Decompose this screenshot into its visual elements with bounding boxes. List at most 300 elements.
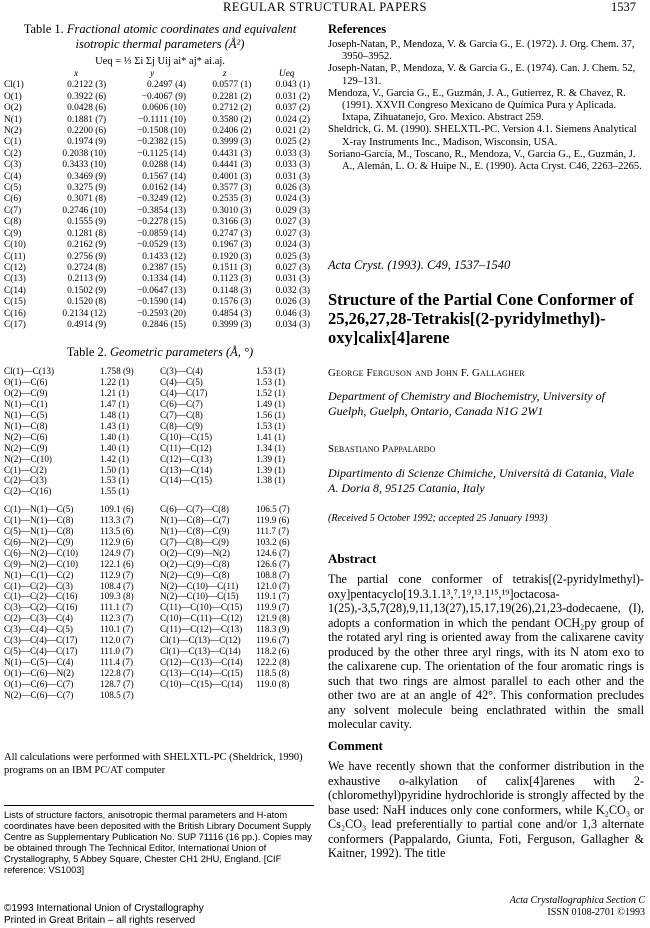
geometry-label: C(1)—C(2) — [4, 464, 47, 475]
geometry-value: 1.39 (1) — [256, 464, 286, 475]
geometry-label: N(2)—C(10)—C(15) — [160, 591, 239, 602]
table-cell: 0.032 (3) — [275, 285, 310, 296]
table-cell: 0.2162 (9) — [67, 240, 107, 251]
geometry-label: N(1)—C(1) — [4, 399, 48, 410]
table-cell: 0.2747 (3) — [212, 228, 252, 239]
table-cell: −0.2382 (15) — [136, 137, 187, 148]
geometry-value: 108.5 (7) — [100, 689, 134, 700]
table-row — [4, 613, 316, 624]
atom-label: C(9) — [4, 228, 22, 239]
table-cell: 0.027 (3) — [275, 217, 310, 228]
table-cell: 0.3999 (3) — [212, 137, 252, 148]
table-cell: −0.3249 (12) — [136, 194, 187, 205]
table1-header-row — [4, 69, 316, 80]
table-row — [4, 548, 316, 559]
geometry-label: C(11)—C(10)—C(15) — [160, 602, 243, 613]
table-cell: 0.031 (3) — [275, 171, 310, 182]
table1-label: Table 1. — [23, 22, 64, 36]
geometry-label: C(2)—C(3)—C(4) — [4, 613, 73, 624]
geometry-value: 118.5 (8) — [256, 667, 290, 678]
geometry-value: 112.9 (7) — [100, 569, 134, 580]
table-cell: 0.2756 (9) — [67, 251, 107, 262]
table-cell: 0.026 (3) — [275, 297, 310, 308]
geometry-label: C(10)—C(15)—C(14) — [160, 678, 243, 689]
atom-label: C(1) — [4, 137, 22, 148]
geometry-label: C(10)—C(15) — [160, 431, 213, 442]
table-cell: 0.4914 (9) — [67, 319, 107, 330]
table-cell: 0.4001 (3) — [212, 171, 252, 182]
atom-label: C(6) — [4, 194, 22, 205]
table-cell: 0.034 (3) — [275, 319, 310, 330]
geometry-value: 1.53 (1) — [256, 366, 286, 377]
geometry-label: C(2)—C(3) — [4, 475, 47, 486]
geometry-label: C(3)—C(4) — [160, 366, 203, 377]
table-cell: 0.024 (2) — [275, 114, 310, 125]
references-heading: References — [328, 22, 387, 36]
geometry-value: 106.5 (7) — [256, 504, 290, 515]
table-row — [4, 679, 316, 690]
table-cell: 0.4854 (3) — [212, 308, 252, 319]
geometry-label: C(7)—C(8)—C(9) — [160, 536, 229, 547]
table2-caption — [4, 345, 316, 360]
table-cell: 0.046 (3) — [275, 308, 310, 319]
geometry-label: C(7)—C(8) — [160, 409, 203, 420]
table-row — [4, 160, 316, 171]
table-cell: 0.3469 (9) — [67, 171, 107, 182]
geometry-label: C(5)—C(4)—C(17) — [4, 646, 78, 656]
table-cell: 0.0288 (14) — [142, 160, 187, 171]
table-row — [4, 559, 316, 570]
geometry-value: 122.2 (8) — [256, 656, 290, 667]
geometry-label: N(2)—C(6)—C(7) — [4, 689, 74, 700]
table-row — [4, 410, 316, 421]
geometry-label: Cl(1)—C(13) — [4, 366, 55, 377]
ueq-formula: Ueq = ⅓ Σi Σj Uij ai* aj* ai.aj. — [95, 56, 225, 67]
table-cell: 0.0162 (14) — [142, 183, 187, 194]
geometry-value: 103.2 (6) — [256, 536, 290, 547]
atom-label: C(3) — [4, 160, 22, 171]
table-cell: 0.037 (2) — [275, 103, 310, 114]
table-row — [4, 286, 316, 297]
table-row — [4, 263, 316, 274]
geometry-label: C(3)—C(4)—C(17) — [4, 635, 78, 646]
geometry-value: 1.22 (1) — [100, 377, 130, 388]
geometry-label: O(2)—C(9)—N(2) — [160, 547, 230, 558]
geometry-label: C(4)—C(5) — [160, 377, 203, 388]
abstract-heading: Abstract — [328, 551, 377, 566]
table-row — [4, 366, 316, 377]
geometry-label: C(5)—N(1)—C(8) — [4, 526, 74, 537]
table1-header-cell — [4, 69, 40, 80]
geometry-label: C(3)—C(2)—C(16) — [4, 602, 78, 613]
table-cell: 0.026 (3) — [275, 183, 310, 194]
table-cell: 0.1974 (9) — [67, 137, 107, 148]
table-row — [4, 309, 316, 320]
table-cell: 0.031 (2) — [275, 91, 310, 102]
atom-label: C(5) — [4, 183, 22, 194]
geometry-value: 119.6 (7) — [256, 635, 290, 646]
table-row — [4, 320, 316, 331]
table-row — [4, 252, 316, 263]
geometry-label: C(1)—N(1)—C(8) — [4, 515, 74, 526]
geometry-value: 1.39 (1) — [256, 453, 286, 464]
comment-heading: Comment — [328, 738, 383, 753]
table-cell: 0.2281 (2) — [212, 91, 252, 102]
geometry-label: Cl(1)—C(13)—C(12) — [160, 635, 241, 646]
table-row — [4, 240, 316, 251]
running-head-title: REGULAR STRUCTURAL PAPERS — [223, 0, 427, 14]
geometry-label: O(2)—C(9) — [4, 388, 48, 399]
geometry-label: O(1)—C(6)—N(2) — [4, 667, 74, 678]
table-row — [4, 635, 316, 646]
geometry-value: 1.40 (1) — [100, 431, 130, 442]
atom-label: N(2) — [4, 126, 22, 137]
table-row — [4, 92, 316, 103]
table1-header-cell: Ueq — [278, 69, 295, 79]
table-row — [4, 454, 316, 465]
atom-label: C(4) — [4, 171, 22, 182]
table-cell: 0.0428 (6) — [67, 103, 107, 114]
geometry-value: 113.5 (6) — [100, 526, 134, 537]
table-row — [4, 668, 316, 679]
table-cell: 0.033 (3) — [275, 148, 310, 159]
copyright — [4, 903, 204, 927]
table2-geometric-parameters — [4, 366, 316, 700]
table-cell: 0.1502 (9) — [67, 285, 107, 296]
geometry-value: 1.55 (1) — [100, 486, 130, 497]
table-cell: −0.2593 (20) — [136, 308, 187, 319]
authors-line: George Ferguson and John F. Gallagher — [328, 367, 525, 379]
table-cell: −0.3854 (13) — [136, 205, 187, 216]
geometry-value: 118.3 (9) — [256, 624, 290, 635]
geometry-value: 122.8 (7) — [100, 667, 134, 678]
table-row — [4, 570, 316, 581]
references-list — [328, 39, 644, 173]
geometry-label: C(14)—C(15) — [160, 475, 213, 486]
table-cell: 0.027 (3) — [275, 262, 310, 273]
table-row — [4, 421, 316, 432]
table-cell: 0.3580 (2) — [212, 114, 252, 125]
geometry-label: N(1)—C(8)—C(7) — [160, 515, 230, 526]
author-pappalardo: Sebastiano Pappalardo — [328, 443, 436, 455]
table-row — [4, 690, 316, 701]
table-row — [4, 475, 316, 486]
table-row — [4, 486, 316, 497]
table-cell: 0.1881 (7) — [67, 114, 107, 125]
geometry-value: 1.41 (1) — [256, 431, 286, 442]
geometry-value: 112.3 (7) — [100, 613, 134, 624]
table-cell: 0.2724 (8) — [67, 262, 107, 273]
table-cell: 0.0577 (1) — [212, 80, 252, 91]
geometry-label: N(2)—C(10)—C(11) — [160, 580, 239, 591]
table-cell: 0.1334 (14) — [142, 274, 187, 285]
table-row — [4, 126, 316, 137]
table-row — [4, 581, 316, 592]
affiliation-catania: Dipartimento di Scienze Chimiche, Università di Catania, Viale A. Doria 8, 95125 Catania, Italy — [328, 466, 635, 495]
geometry-value: 121.9 (8) — [256, 613, 290, 624]
table-cell: −0.0647 (13) — [136, 285, 187, 296]
references-section — [328, 22, 644, 173]
atom-label: C(14) — [4, 285, 26, 296]
geometry-label: N(2)—C(9)—C(8) — [160, 569, 230, 580]
geometry-label: C(12)—C(13) — [160, 453, 213, 464]
atom-label: C(10) — [4, 240, 26, 251]
geometry-label: C(6)—N(2)—C(10) — [4, 547, 78, 558]
geometry-label: O(1)—C(6) — [4, 377, 48, 388]
affiliation-guelph: Department of Chemistry and Biochemistry, University of Guelph, Guelph, Ontario, Canada N1G 2W1 — [328, 389, 605, 418]
table-row — [4, 274, 316, 285]
table2-body — [4, 366, 316, 700]
geometry-label: C(6)—N(2)—C(9) — [4, 536, 74, 547]
geometry-value: 110.1 (7) — [100, 624, 134, 635]
table-cell: 0.027 (3) — [275, 228, 310, 239]
table-cell: 0.2038 (10) — [62, 148, 107, 159]
table1-header-cell: z — [222, 69, 227, 79]
geometry-value: 126.6 (7) — [256, 558, 290, 569]
geometry-value: 111.4 (7) — [100, 656, 133, 667]
geometry-label: C(3)—C(4)—C(5) — [4, 624, 73, 635]
table-row — [4, 591, 316, 602]
geometry-value: 1.53 (1) — [256, 377, 286, 388]
atom-label: C(12) — [4, 262, 26, 273]
table-row — [4, 229, 316, 240]
geometry-value: 119.9 (6) — [256, 515, 290, 526]
table-row — [4, 624, 316, 635]
geometry-value: 1.53 (1) — [256, 420, 286, 431]
table-cell: −0.0529 (13) — [136, 240, 187, 251]
geometry-value: 1.42 (1) — [100, 453, 130, 464]
table1-caption — [4, 22, 316, 52]
table-cell: 0.2122 (3) — [67, 80, 107, 91]
table-cell: −0.1111 (10) — [138, 114, 187, 125]
table1-header-cell: y — [150, 69, 155, 79]
geometry-value: 1.47 (1) — [100, 399, 130, 410]
geometry-value — [256, 690, 316, 701]
table2-label: Table 2. — [66, 345, 107, 360]
geometry-value: 121.0 (7) — [256, 580, 290, 591]
table-cell: 0.1555 (9) — [67, 217, 107, 228]
table-row — [4, 432, 316, 443]
geometry-label: C(13)—C(14) — [160, 464, 213, 475]
table-row — [4, 217, 316, 228]
table-cell: 0.021 (2) — [275, 126, 310, 137]
table-row — [4, 504, 316, 515]
atom-label: O(2) — [4, 103, 22, 114]
geometry-value: 112.0 (7) — [100, 635, 134, 646]
geometry-value: 1.56 (1) — [256, 409, 286, 420]
table-cell: 0.1920 (3) — [212, 251, 252, 262]
geometry-label — [160, 486, 256, 497]
atom-label: O(1) — [4, 91, 22, 102]
received-dates: (Received 5 October 1992; accepted 25 January 1993) — [328, 513, 548, 524]
geometry-value: 1.43 (1) — [100, 420, 130, 431]
geometry-label — [160, 690, 256, 701]
table-cell: 0.0606 (10) — [142, 103, 187, 114]
table-cell: 0.1967 (3) — [212, 240, 252, 251]
geometry-value: 1.48 (1) — [100, 409, 130, 420]
geometry-value: 122.1 (6) — [100, 558, 134, 569]
table-cell: 0.2535 (3) — [212, 194, 252, 205]
table-row — [4, 172, 316, 183]
geometry-value: 1.52 (1) — [256, 388, 286, 399]
table-row — [4, 206, 316, 217]
table-cell: 0.1281 (8) — [67, 228, 107, 239]
atom-label: C(13) — [4, 274, 26, 285]
geometry-label: C(11)—C(12) — [160, 442, 212, 453]
atom-label: C(11) — [4, 251, 26, 262]
atom-label: C(2) — [4, 148, 22, 159]
table-cell: 0.2113 (9) — [67, 274, 107, 285]
geometry-value: 113.3 (7) — [100, 515, 134, 526]
table-cell: −0.0859 (14) — [136, 228, 187, 239]
geometry-label: N(1)—C(8) — [4, 420, 48, 431]
geometry-value: 128.7 (7) — [100, 678, 134, 689]
reference-item: Sheldrick, G. M. (1990). SHELXTL-PC. Version 4.1. Siemens Analytical X-ray Instruments Inc., Madison, Wisconsin, USA. — [328, 124, 637, 148]
table-cell: 0.025 (3) — [275, 251, 310, 262]
geometry-label: C(10)—C(11)—C(12) — [160, 613, 243, 624]
reference-item: Joseph-Natan, P., Mendoza, V. & Garcia G., E. (1974). Can. J. Chem. 52, 129–131. — [328, 63, 636, 87]
table-cell: 0.2387 (15) — [142, 262, 187, 273]
reference-item: Soriano-García, M., Toscano, R., Mendoza, V., Garcia G., E., Guzmán, J. A., Alemán, L. O. & Huipe N., E. (1990). Acta Cryst. C46, 2263–2265. — [328, 148, 642, 173]
geometry-label: C(1)—C(2)—C(3) — [4, 580, 73, 591]
geometry-label: N(2)—C(9) — [4, 442, 48, 453]
table-cell: 0.025 (2) — [275, 137, 310, 148]
table-row — [4, 537, 316, 548]
table1-caption-text: Fractional atomic coordinates and equivalent isotropic thermal parameters (Å²) — [66, 22, 297, 51]
geometry-value: 1.53 (1) — [100, 475, 130, 486]
geometry-value: 1.49 (1) — [256, 399, 286, 410]
geometry-value: 112.9 (6) — [100, 536, 134, 547]
atom-label: N(1) — [4, 114, 22, 125]
table-row — [4, 137, 316, 148]
table-cell: 0.3433 (10) — [62, 160, 107, 171]
page-number: 1537 — [611, 0, 636, 14]
atom-label: C(8) — [4, 217, 22, 228]
section-gap — [4, 497, 316, 504]
table-cell: −0.4067 (9) — [141, 91, 187, 102]
geometry-label: N(1)—C(8)—C(9) — [160, 526, 230, 537]
table-row — [4, 377, 316, 388]
geometry-value: 119.0 (8) — [256, 678, 290, 689]
geometry-value: 109.3 (8) — [100, 591, 134, 602]
table-cell: 0.4441 (3) — [212, 160, 252, 171]
calculation-note: All calculations were performed with SHELXTL-PC (Sheldrick, 1990) programs on an IBM PC/AT computer — [4, 752, 303, 776]
atom-label: Cl(1) — [4, 80, 24, 91]
geometry-value: 111.7 (7) — [256, 526, 289, 537]
table-cell: 0.4431 (3) — [212, 148, 252, 159]
table-cell: −0.2278 (15) — [136, 217, 187, 228]
running-head — [0, 0, 650, 16]
geometry-label: C(8)—C(9) — [160, 420, 203, 431]
geometry-value: 119.9 (7) — [256, 602, 290, 613]
table-cell: 0.1433 (12) — [142, 251, 187, 262]
geometry-label: N(1)—C(5)—C(4) — [4, 656, 74, 667]
geometry-value: 111.1 (7) — [100, 602, 133, 613]
geometry-value: 108.8 (7) — [256, 569, 290, 580]
geometry-label: Cl(1)—C(13)—C(14) — [160, 646, 241, 656]
table-cell: 0.1123 (3) — [212, 274, 252, 285]
table-cell: 0.3999 (3) — [212, 319, 252, 330]
journal-citation: Acta Cryst. (1993). C49, 1537–1540 — [328, 258, 511, 272]
table-row — [4, 657, 316, 668]
table-row — [4, 515, 316, 526]
printed-line: Printed in Great Britain – all rights reserved — [4, 915, 196, 926]
table-row — [4, 443, 316, 454]
deposition-footnote: Lists of structure factors, anisotropic thermal parameters and H-atom coordinates have been deposited with the British Library Document Supply Centre as Supplementary Publication No. SUP 71116 (16 pp.). Copies may be obtained through The Technical Editor, International Union of Crystallography, 5 Abbey Square, Chester CH1 2HU, England. [CIF reference: VS1003] — [4, 805, 314, 876]
table-cell: 0.2746 (10) — [62, 205, 107, 216]
table-row — [4, 103, 316, 114]
table-cell: 0.033 (3) — [275, 160, 310, 171]
issn: ISSN 0108-2701 ©1993 — [547, 907, 645, 918]
abstract-text: The partial cone conformer of tetrakis[(2-pyridylmethyl)-oxy]pentacyclo[19.3.1.1³,⁷.1⁹,¹³.1¹⁵,¹⁹]octacosa-1(25),-3,5,7(28),9,11,13(27),15,17,19(26),21,23-dodecaene, (I), adopts a conformation in which the pendant OCH₂py group of the rotated aryl ring is oriented away from the calixarene cavity produced by the other three aryl rings, with its N atom exo to the calixarene cup. The orientation of the four aromatic rings is such that two rings are almost parallel to each other and the other two are at an angle of 42°. This conformation precludes any solvent molecule being enclathrated within the small molecular cavity. — [328, 572, 644, 731]
table-cell: 0.3166 (3) — [212, 217, 252, 228]
comment-text: We have recently shown that the conformer distribution in the exhaustive o-alkylation of calix[4]arenes with 2-(chloromethyl)pyridine hydrochloride is strongly affected by the base used: NaH induces only cone conformers, while K₂CO₃ or Cs₂CO₃ lead preferentially to partial cone and/or 1,3 alternate conformers (Pappalardo, Giunta, Foti, Ferguson, Gallagher & Kaitner, 1992). The title — [328, 759, 644, 860]
copyright-line: ©1993 International Union of Crystallography — [4, 903, 204, 914]
table2-caption-text: Geometric parameters (Å, °) — [110, 345, 254, 360]
table-row — [4, 194, 316, 205]
geometry-value: 1.40 (1) — [100, 442, 130, 453]
table1-header-cell: x — [74, 69, 79, 79]
geometry-label: C(2)—C(16) — [4, 486, 52, 497]
table-row — [4, 388, 316, 399]
table-cell: 0.2712 (2) — [212, 103, 252, 114]
table-row — [4, 399, 316, 410]
geometry-value: 124.9 (7) — [100, 547, 134, 558]
table-cell: 0.1567 (14) — [142, 171, 187, 182]
geometry-value: 1.50 (1) — [100, 464, 130, 475]
table-cell: 0.2134 (12) — [62, 308, 107, 319]
table-row — [4, 602, 316, 613]
atom-label: C(15) — [4, 297, 26, 308]
table-row — [4, 526, 316, 537]
geometry-label: C(12)—C(13)—C(14) — [160, 656, 243, 667]
geometry-value: 108.4 (7) — [100, 580, 134, 591]
geometry-label: C(6)—C(7) — [160, 399, 203, 410]
geometry-label: N(1)—C(1)—C(2) — [4, 569, 74, 580]
table-cell: 0.1148 (3) — [212, 285, 252, 296]
geometry-label: C(1)—N(1)—C(5) — [4, 504, 74, 515]
article-title: Structure of the Partial Cone Conformer of 25,26,27,28-Tetrakis[(2-pyridylmethyl)-oxy]calix[4]arene — [328, 290, 634, 347]
table-cell: 0.043 (1) — [275, 80, 310, 91]
table1-coordinates — [4, 69, 316, 331]
geometry-label: N(1)—C(5) — [4, 409, 48, 420]
geometry-value: 124.6 (7) — [256, 547, 290, 558]
table-cell: −0.1508 (10) — [136, 126, 187, 137]
geometry-label: C(9)—N(2)—C(10) — [4, 558, 78, 569]
table-row — [4, 149, 316, 160]
table-cell: 0.031 (3) — [275, 274, 310, 285]
table-row — [4, 115, 316, 126]
table-cell: 0.1576 (3) — [212, 297, 252, 308]
geometry-label: C(6)—C(7)—C(8) — [160, 504, 229, 515]
left-column — [4, 22, 316, 701]
table-cell: 0.029 (3) — [275, 205, 310, 216]
table-cell: 0.2406 (2) — [212, 126, 252, 137]
geometry-label: O(1)—C(6)—C(7) — [4, 678, 74, 689]
journal-section: Acta Crystallographica Section C — [509, 895, 645, 906]
table-cell: 0.2497 (4) — [146, 80, 187, 91]
table-cell: 0.024 (3) — [275, 194, 310, 205]
table-row — [4, 80, 316, 91]
geometry-label: C(1)—C(2)—C(16) — [4, 591, 78, 602]
reference-item: Mendoza, V., Garcia G., E., Guzmán, J. A., Gutierrez, R. & Chavez, R. (1991). XXVII Congreso Mexicano de Química Pura y Aplicada. Ixtapa, Zihuatanejo, Gro. Mexico. Abstract 259. — [328, 87, 626, 124]
reference-item: Joseph-Natan, P., Mendoza, V. & Garcia G., E. (1972). J. Org. Chem. 37, 3950–3952. — [328, 39, 635, 63]
table-cell: 0.3577 (3) — [212, 183, 252, 194]
table-cell: 0.3922 (6) — [67, 91, 107, 102]
geometry-label: N(2)—C(6) — [4, 431, 48, 442]
table-cell: −0.1125 (14) — [137, 148, 187, 159]
atom-label: C(16) — [4, 308, 26, 319]
